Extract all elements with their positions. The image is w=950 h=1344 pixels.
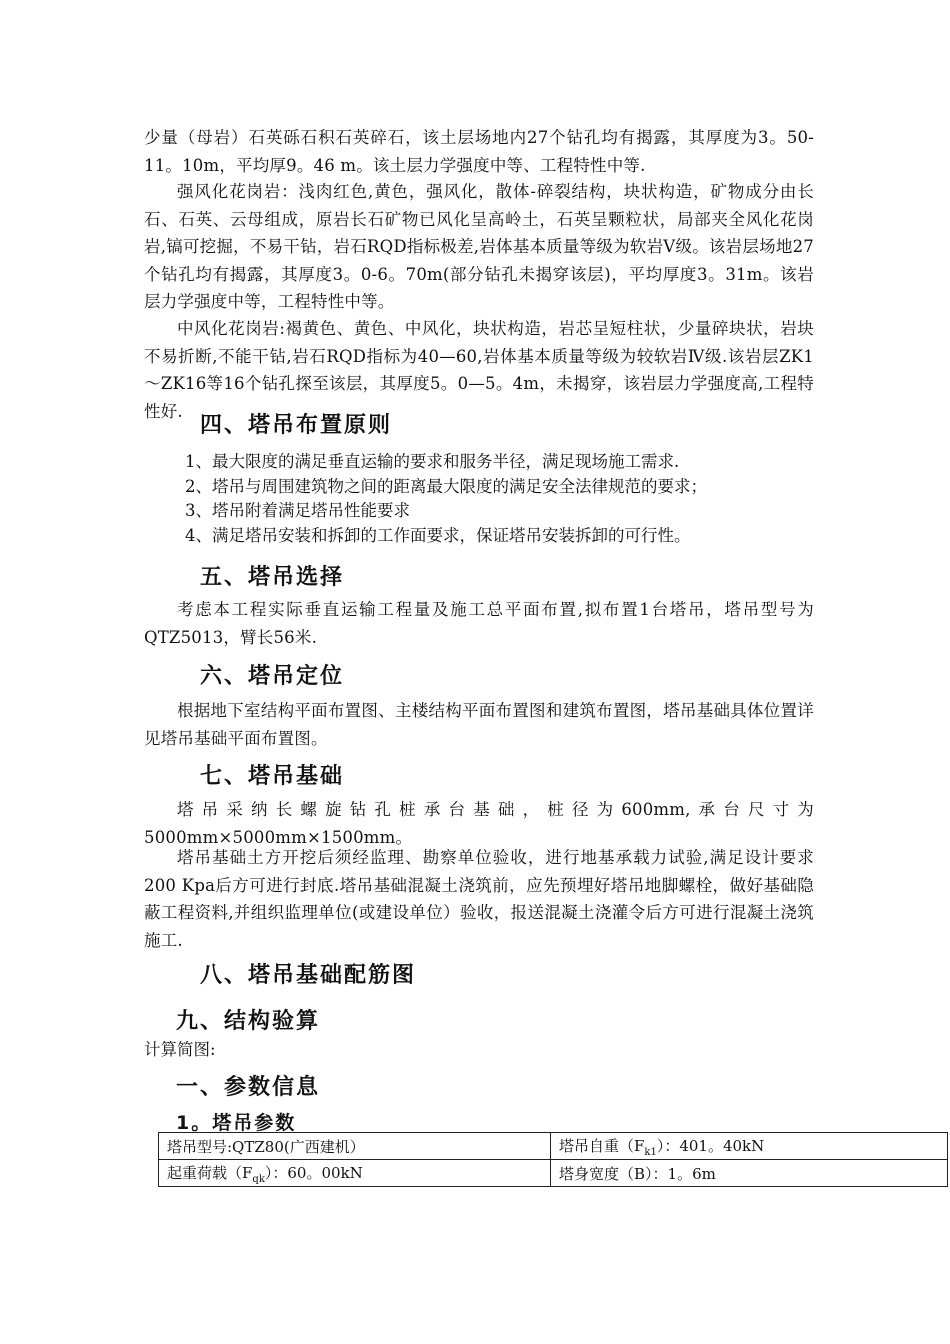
section-heading-structural-check: 九、结构验算: [176, 1009, 321, 1034]
calculation-diagram-label: 计算简图:: [144, 1040, 216, 1059]
table-row: [159, 1133, 948, 1160]
section-heading-foundation: 七、塔吊基础: [200, 764, 345, 789]
cell-subscript: k1: [644, 1146, 657, 1158]
table-row: [159, 1160, 948, 1187]
crane-parameters-table: [158, 1132, 948, 1187]
paragraph-strongly-weathered-granite: 强风化花岗岩：浅肉红色,黄色，强风化，散体-碎裂结构，块状构造，矿物成分由长石、石英、云母组成，原岩长石矿物已风化呈高岭土，石英呈颗粒状，局部夹全风化花岗岩,镐可挖掘，不易干钻，岩石RQD指标极差,岩体基本质量等级为软岩V级。该岩层场地27个钻孔均有揭露，其厚度3。0-6。70m(部分钻孔未揭穿该层)，平均厚度3。31m。该岩层力学强度中等，工程特性中等。: [144, 182, 814, 311]
cell-text: 起重荷载（F: [167, 1163, 253, 1182]
paragraph-moderately-weathered-granite: 中风化花岗岩:褐黄色、黄色、中风化，块状构造，岩芯呈短柱状，少量碎块状，岩块不易折断,不能干钻,岩石RQD指标为40—60,岩体基本质量等级为较软岩Ⅳ级.该岩层ZK1～ZK16等16个钻孔探至该层，其厚度5。0—5。4m，未揭穿，该岩层力学强度高,工程特性好.: [144, 319, 814, 421]
section-heading-selection: 五、塔吊选择: [200, 565, 345, 590]
paragraph-foundation-pile: 塔吊采纳长螺旋钻孔桩承台基础，桩径为600mm,承台尺寸为5000mm×5000mm×1500mm。: [144, 800, 814, 847]
sub-heading-crane-parameters: 1。塔吊参数: [176, 1112, 297, 1134]
section-heading-layout-principles: 四、塔吊布置原则: [200, 413, 393, 438]
paragraph-soil-layer: 少量（母岩）石英砾石积石英碎石，该土层场地内27个钻孔均有揭露，其厚度为3。50-11。10m，平均厚9。46 m。该土层力学强度中等、工程特性中等.: [144, 128, 814, 175]
principle-item-1: 1、最大限度的满足垂直运输的要求和服务半径，满足现场施工需求.: [185, 452, 680, 471]
cell-subscript: qk: [252, 1173, 265, 1185]
cell-text: ）：60。00kN: [264, 1163, 363, 1182]
table-cell-crane-self-weight: [551, 1133, 948, 1160]
cell-text: ）：401。40kN: [656, 1136, 765, 1155]
paragraph-foundation-acceptance: 塔吊基础土方开挖后须经监理、勘察单位验收，进行地基承载力试验,满足设计要求200 Kpa后方可进行封底.塔吊基础混凝土浇筑前，应先预埋好塔吊地脚螺栓，做好基础隐蔽工程资料,并组织监理单位(或建设单位）验收，报送混凝土浇灌令后方可进行混凝土浇筑施工.: [144, 848, 814, 950]
principle-item-4: 4、满足塔吊安装和拆卸的工作面要求，保证塔吊安装拆卸的可行性。: [185, 526, 691, 545]
table-cell-crane-model: 塔吊型号:QTZ80(广西建机）: [159, 1133, 551, 1160]
section-heading-reinforcement-drawing: 八、塔吊基础配筋图: [200, 963, 417, 988]
principle-item-2: 2、塔吊与周围建筑物之间的距离最大限度的满足安全法律规范的要求；: [185, 477, 707, 496]
sub-heading-parameter-info: 一、参数信息: [176, 1075, 321, 1100]
paragraph-positioning: 根据地下室结构平面布置图、主楼结构平面布置图和建筑布置图，塔吊基础具体位置详见塔吊基础平面布置图。: [144, 701, 814, 748]
paragraph-selection: 考虑本工程实际垂直运输工程量及施工总平面布置,拟布置1台塔吊，塔吊型号为QTZ5013，臂长56米.: [144, 600, 814, 647]
section-heading-positioning: 六、塔吊定位: [200, 664, 345, 689]
principle-item-3: 3、塔吊附着满足塔吊性能要求: [185, 501, 410, 520]
cell-text: 塔吊自重（F: [559, 1136, 645, 1155]
table-cell-lifting-load: [159, 1160, 551, 1187]
table-cell-tower-width: 塔身宽度（B）：1。6m: [551, 1160, 948, 1187]
